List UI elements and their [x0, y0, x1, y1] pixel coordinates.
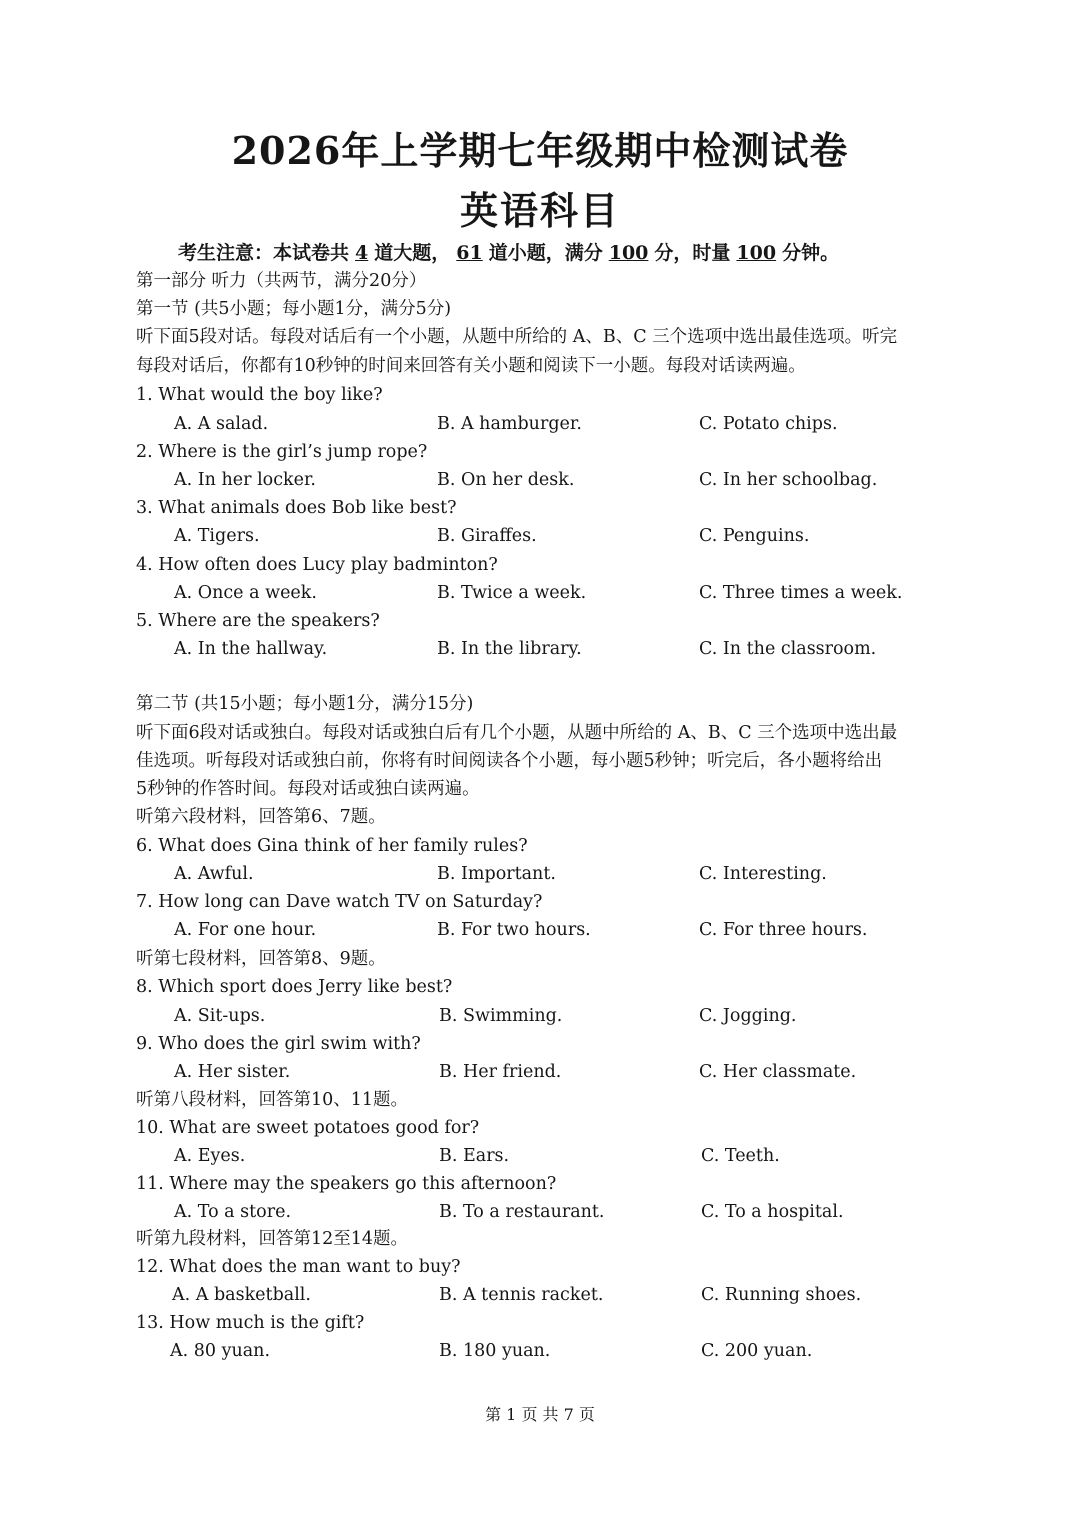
option-c: C. Jogging.: [699, 1006, 797, 1026]
notice-time: 100: [736, 242, 777, 264]
option-b: B. Ears.: [439, 1146, 510, 1166]
option-c: C. Running shoes.: [701, 1285, 862, 1305]
option-a: A. Awful.: [174, 864, 254, 884]
option-c: C. For three hours.: [699, 920, 868, 940]
option-b: B. On her desk.: [437, 470, 575, 490]
notice-question-count: 61: [456, 242, 483, 264]
option-a: A. Tigers.: [174, 526, 260, 546]
option-a: A. A basketball.: [172, 1285, 311, 1305]
question-8: 8. Which sport does Jerry like best?: [136, 977, 453, 997]
part1-heading: 第一部分 听力（共两节，满分20分）: [136, 271, 427, 291]
option-a: A. In her locker.: [174, 470, 316, 490]
option-a: A. A salad.: [174, 414, 269, 434]
notice-full-score: 100: [608, 242, 649, 264]
option-c: C. Teeth.: [701, 1146, 780, 1166]
material-7-heading: 听第七段材料，回答第8、9题。: [136, 949, 386, 969]
page-number: 第 1 页 共 7 页: [485, 1405, 595, 1424]
section1-instructions: 每段对话后，你都有10秒钟的时间来回答有关小题和阅读下一小题。每段对话读两遍。: [136, 356, 806, 376]
option-c: C. Her classmate.: [699, 1062, 857, 1082]
option-c: C. To a hospital.: [701, 1202, 844, 1222]
section1-instructions: 听下面5段对话。每段对话后有一个小题，从题中所给的 A、B、C 三个选项中选出最佳选项。听完: [136, 327, 898, 347]
option-c: C. Interesting.: [699, 864, 827, 884]
question-2: 2. Where is the girl’s jump rope?: [136, 442, 428, 462]
option-a: A. Once a week.: [174, 583, 317, 603]
option-c: C. Penguins.: [699, 526, 810, 546]
subject-title: 英语科目: [459, 188, 620, 233]
option-c: C. In her schoolbag.: [699, 470, 878, 490]
section2-heading: 第二节 (共15小题；每小题1分，满分15分): [136, 694, 474, 714]
option-c: C. Potato chips.: [699, 414, 838, 434]
question-6: 6. What does Gina think of her family rules?: [136, 836, 528, 856]
material-6-heading: 听第六段材料，回答第6、7题。: [136, 807, 386, 827]
question-11: 11. Where may the speakers go this afternoon?: [136, 1174, 557, 1194]
option-b: B. Giraffes.: [437, 526, 537, 546]
material-8-heading: 听第八段材料，回答第10、11题。: [136, 1090, 409, 1110]
section2-instructions: 佳选项。听每段对话或独白前，你将有时间阅读各个小题，每小题5秒钟；听完后，各小题将给出: [136, 751, 883, 771]
option-c: C. In the classroom.: [699, 639, 877, 659]
exam-title: 2026年上学期七年级期中检测试卷: [231, 128, 849, 173]
question-9: 9. Who does the girl swim with?: [136, 1034, 421, 1054]
option-a: A. Sit-ups.: [174, 1006, 266, 1026]
notice-text: 分钟。: [782, 242, 840, 264]
material-9-heading: 听第九段材料，回答第12至14题。: [136, 1229, 409, 1249]
option-b: B. 180 yuan.: [439, 1341, 551, 1361]
option-a: A. Eyes.: [174, 1146, 246, 1166]
option-b: B. A hamburger.: [437, 414, 582, 434]
question-13: 13. How much is the gift?: [136, 1313, 365, 1333]
question-10: 10. What are sweet potatoes good for?: [136, 1118, 480, 1138]
option-a: A. Her sister.: [174, 1062, 291, 1082]
question-5: 5. Where are the speakers?: [136, 611, 380, 631]
option-c: C. Three times a week.: [699, 583, 903, 603]
exam-notice: [178, 238, 998, 268]
option-a: A. 80 yuan.: [170, 1341, 271, 1361]
section2-instructions: 听下面6段对话或独白。每段对话或独白后有几个小题，从题中所给的 A、B、C 三个选项中选出最: [136, 723, 898, 743]
option-a: A. For one hour.: [174, 920, 317, 940]
option-b: B. Twice a week.: [437, 583, 587, 603]
question-12: 12. What does the man want to buy?: [136, 1257, 461, 1277]
notice-text: 考生注意：本试卷共: [178, 242, 350, 264]
option-b: B. To a restaurant.: [439, 1202, 605, 1222]
option-a: A. To a store.: [174, 1202, 292, 1222]
notice-text: 道大题，: [374, 242, 451, 264]
option-b: B. In the library.: [437, 639, 582, 659]
option-b: B. For two hours.: [437, 920, 591, 940]
section2-instructions: 5秒钟的作答时间。每段对话或独白读两遍。: [136, 779, 480, 799]
section1-heading: 第一节 (共5小题；每小题1分，满分5分): [136, 299, 452, 319]
option-b: B. A tennis racket.: [439, 1285, 604, 1305]
option-b: B. Important.: [437, 864, 556, 884]
question-4: 4. How often does Lucy play badminton?: [136, 555, 498, 575]
question-1: 1. What would the boy like?: [136, 385, 383, 405]
option-b: B. Her friend.: [439, 1062, 562, 1082]
option-b: B. Swimming.: [439, 1006, 563, 1026]
question-3: 3. What animals does Bob like best?: [136, 498, 457, 518]
option-a: A. In the hallway.: [174, 639, 328, 659]
notice-text: 道小题，满分: [488, 242, 603, 264]
notice-text: 分，时量: [654, 242, 731, 264]
option-c: C. 200 yuan.: [701, 1341, 813, 1361]
notice-section-count: 4: [355, 242, 369, 264]
question-7: 7. How long can Dave watch TV on Saturday?: [136, 892, 543, 912]
